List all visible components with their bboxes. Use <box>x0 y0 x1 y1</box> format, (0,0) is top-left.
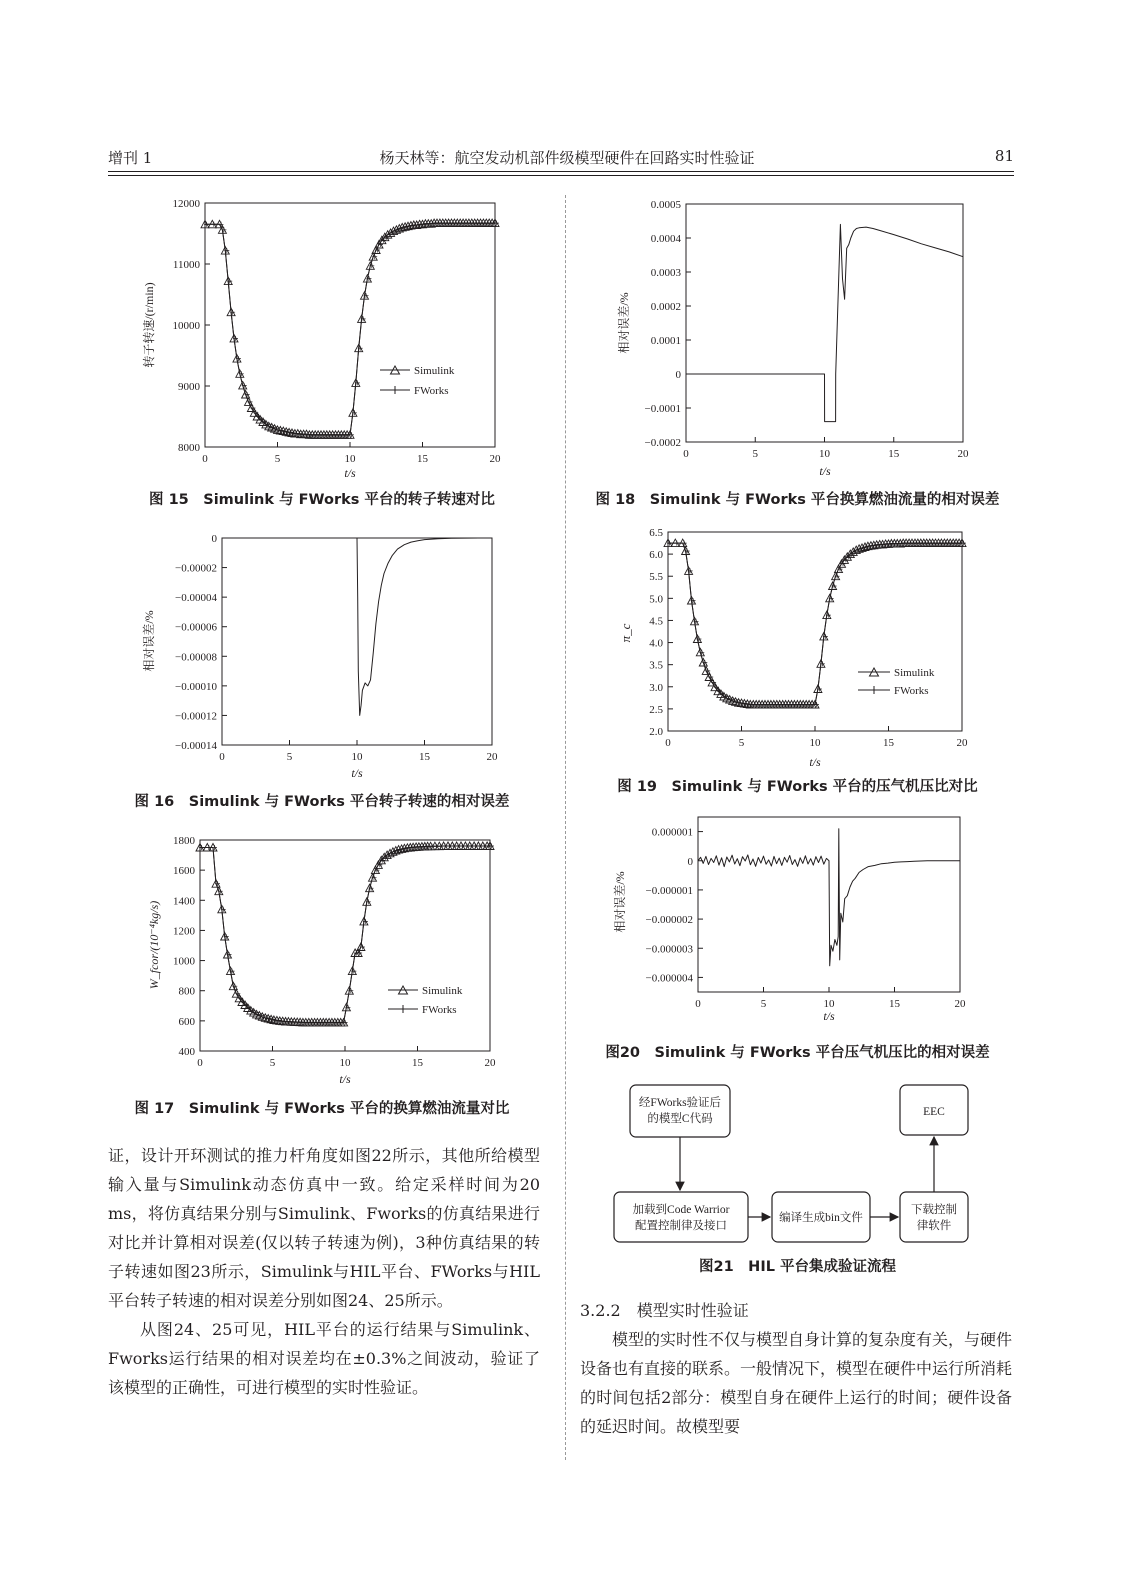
fig18-ytick-label: −0.0001 <box>644 403 681 415</box>
fig18-xlabel: t/s <box>819 464 831 478</box>
fig18-ytick-label: 0.0003 <box>650 267 681 279</box>
fig18-xtick-label: 10 <box>819 448 830 460</box>
flow-box-download <box>900 1192 968 1242</box>
fig18-series-line-line <box>686 224 963 421</box>
flow-box-model-c-code-line1: 经FWorks验证后 <box>638 1097 722 1109</box>
fig17-legend-fworks: FWorks <box>422 1004 457 1016</box>
fig16-ytick-label: −0.00012 <box>175 710 217 723</box>
flow-box-load-code-warrior <box>614 1192 748 1242</box>
fig15-chart <box>140 195 510 485</box>
fig19-ytick-label: 3.0 <box>649 681 663 694</box>
fig16-xtick-label: 15 <box>419 751 430 763</box>
fig18-ytick-label: 0.0001 <box>650 335 681 347</box>
fig20-xtick-label: 5 <box>760 998 767 1010</box>
fig15-xlabel: t/s <box>344 466 356 480</box>
fig16-xtick-label: 5 <box>286 751 293 763</box>
fig18-chart <box>600 195 985 480</box>
fig20-series-line-line <box>698 829 960 966</box>
fig17-chart <box>140 825 510 1090</box>
fig19-ytick-label: 4.5 <box>649 615 663 628</box>
flow-box-download-line2: 律软件 <box>916 1220 952 1232</box>
fig16-caption: 图 16 Simulink 与 FWorks 平台转子转速的相对误差 <box>134 794 510 810</box>
fig17-ytick-label: 1600 <box>173 865 195 878</box>
fig19-ytick-label: 5.5 <box>649 571 663 584</box>
fig17-ytick-label: 800 <box>178 985 195 998</box>
fig15-xtick-label: 0 <box>202 453 208 465</box>
fig17-ylabel: W_fcor/(10⁻⁴kg/s) <box>147 900 161 990</box>
fig17-caption: 图 17 Simulink 与 FWorks 平台的换算燃油流量对比 <box>134 1101 510 1117</box>
fig19-xtick-label: 10 <box>809 737 821 749</box>
fig16-xtick-label: 20 <box>486 751 498 763</box>
fig17-plot-frame <box>200 840 490 1051</box>
fig18-ylabel: 相对误差/% <box>617 292 631 354</box>
fig20-ylabel: 相对误差/% <box>613 871 627 933</box>
fig16-chart <box>140 525 510 785</box>
fig18-xtick-label: 20 <box>957 448 969 460</box>
fig19-ytick-label: 2.0 <box>649 726 663 738</box>
right-column-text <box>580 1325 1012 1441</box>
left-paragraph-2: 从图24、25可见，HIL平台的运行结果与Simulink、Fworks运行结果的相对误差均在±0.3%之间波动，验证了该模型的正确性，可进行模型的实时性验证。 <box>108 1320 540 1397</box>
fig17-xtick-label: 5 <box>269 1057 276 1069</box>
fig20-caption: 图20 Simulink 与 FWorks 平台压气机压比的相对误差 <box>605 1045 990 1061</box>
fig18-xtick-label: 15 <box>888 448 900 460</box>
header-rule-thin <box>108 175 1014 176</box>
fig20-ytick-label: 0 <box>687 855 693 868</box>
flow-box-model-c-code <box>630 1085 730 1137</box>
fig15-legend <box>380 365 455 397</box>
fig16-xtick-label: 10 <box>351 751 363 763</box>
fig20-ytick-label: 0.000001 <box>651 826 693 839</box>
column-divider <box>565 195 566 1460</box>
fig20-chart <box>600 812 985 1024</box>
fig20-xtick-label: 15 <box>889 998 900 1010</box>
fig17-ytick-label: 1000 <box>173 955 195 968</box>
fig16-ytick-label: −0.00010 <box>175 680 217 693</box>
fig19-caption: 图 19 Simulink 与 FWorks 平台的压气机压比对比 <box>617 779 978 795</box>
fig18-ytick-label: 0 <box>675 369 681 381</box>
flow-box-model-c-code-line2: 的模型C代码 <box>647 1113 713 1125</box>
fig21-caption: 图21 HIL 平台集成验证流程 <box>699 1259 896 1275</box>
fig19-xtick-label: 20 <box>956 737 968 749</box>
fig17-xlabel: t/s <box>339 1072 351 1086</box>
fig19-xtick-label: 5 <box>738 737 745 749</box>
fig20-xtick-label: 10 <box>823 998 835 1010</box>
fig17-xtick-label: 15 <box>412 1057 423 1069</box>
fig20-ytick-label: −0.000004 <box>645 972 693 985</box>
fig15-plot-frame <box>205 203 495 447</box>
fig15-ylabel: 转子转速/(r/min) <box>142 282 156 368</box>
fig15-xtick-label: 20 <box>489 453 501 465</box>
flow-box-load-code-warrior-line1: 加载到Code Warrior <box>632 1204 730 1216</box>
fig15-ytick-label: 8000 <box>178 442 200 454</box>
fig19-ytick-label: 5.0 <box>649 593 663 606</box>
fig15-xtick-label: 5 <box>274 453 281 465</box>
fig18-caption: 图 18 Simulink 与 FWorks 平台换算燃油流量的相对误差 <box>595 492 1000 508</box>
fig17-xtick-label: 0 <box>197 1057 203 1069</box>
fig19-legend <box>858 667 935 697</box>
page-number: 81 <box>994 147 1014 165</box>
fig19-xtick-label: 15 <box>883 737 894 749</box>
fig20-xtick-label: 20 <box>954 998 966 1010</box>
fig19-xlabel: t/s <box>809 755 821 769</box>
fig17-ytick-label: 1800 <box>173 835 195 847</box>
fig20-ytick-label: −0.000003 <box>645 943 693 956</box>
fig18-xtick-label: 0 <box>683 448 689 460</box>
fig19-legend-fworks: FWorks <box>894 685 929 697</box>
fig15-ytick-label: 12000 <box>172 198 200 210</box>
fig16-ytick-label: 0 <box>211 533 217 545</box>
running-title: 杨天林等：航空发动机部件级模型硬件在回路实时性验证 <box>379 149 755 167</box>
left-column-text <box>108 1141 540 1402</box>
fig16-xtick-label: 0 <box>219 751 225 763</box>
journal-issue: 增刊 1 <box>108 149 153 167</box>
fig17-legend-simulink: Simulink <box>422 985 463 997</box>
fig17-ytick-label: 1200 <box>173 925 195 938</box>
fig19-ytick-label: 6.5 <box>649 527 663 539</box>
fig15-legend-simulink: Simulink <box>414 365 455 377</box>
fig16-ytick-label: −0.00006 <box>175 621 217 634</box>
section-heading: 3.2.2 模型实时性验证 <box>580 1301 749 1320</box>
fig18-ytick-label: 0.0005 <box>650 199 681 211</box>
fig20-ytick-label: −0.000002 <box>645 914 693 927</box>
fig15-ytick-label: 9000 <box>178 381 200 393</box>
fig19-xtick-label: 0 <box>665 737 671 749</box>
left-paragraph-1: 证，设计开环测试的推力杆角度如图22所示，其他所给模型输入量与Simulink动态仿真中一致。给定采样时间为20 ms，将仿真结果分别与Simulink、Fworks的仿真结果进行对比并计算相对误差(仅以转子转速为例)，3种仿真结果的转子转速如图23所示，Simulink与HIL平台、FWorks与HIL平台转子转速的相对误差分别如图24、25所示。 <box>108 1146 540 1310</box>
fig15-xtick-label: 15 <box>417 453 428 465</box>
fig16-ytick-label: −0.00014 <box>175 740 217 752</box>
fig18-xtick-label: 5 <box>752 448 758 460</box>
fig15-caption: 图 15 Simulink 与 FWorks 平台的转子转速对比 <box>149 492 495 508</box>
fig19-chart <box>600 525 985 770</box>
fig19-ytick-label: 2.5 <box>649 703 663 716</box>
fig16-ylabel: 相对误差/% <box>142 610 156 672</box>
fig19-ytick-label: 4.0 <box>649 637 663 650</box>
fig18-ytick-label: 0.0004 <box>650 233 681 245</box>
fig15-ytick-label: 11000 <box>172 259 200 271</box>
flow-box-eec-label: EEC <box>923 1106 945 1118</box>
fig17-xtick-label: 10 <box>339 1057 351 1069</box>
fig17-ytick-label: 400 <box>178 1046 195 1058</box>
fig18-ytick-label: 0.0002 <box>650 301 681 313</box>
fig19-legend-simulink: Simulink <box>894 667 935 679</box>
fig17-ytick-label: 600 <box>178 1015 195 1028</box>
flow-box-download-line1: 下载控制 <box>911 1204 957 1216</box>
fig17-legend <box>388 985 463 1016</box>
fig19-ytick-label: 3.5 <box>649 659 663 672</box>
fig15-series-fworks-line <box>205 223 495 435</box>
fig18-ytick-label: −0.0002 <box>644 437 681 449</box>
fig17-xtick-label: 20 <box>484 1057 496 1069</box>
flow-box-load-code-warrior-line2: 配置控制律及接口 <box>635 1220 727 1232</box>
fig19-ytick-label: 6.0 <box>649 549 663 562</box>
fig21-flowchart <box>600 1075 1000 1253</box>
fig16-series-line-line <box>222 538 492 715</box>
fig15-legend-fworks: FWorks <box>414 385 449 397</box>
fig16-ytick-label: −0.00004 <box>175 592 217 605</box>
fig16-ytick-label: −0.00008 <box>175 651 217 664</box>
flow-box-compile-bin-label: 编译生成bin文件 <box>779 1212 863 1224</box>
fig20-ytick-label: −0.000001 <box>645 884 693 897</box>
right-paragraph-1: 模型的实时性不仅与模型自身计算的复杂度有关，与硬件设备也有直接的联系。一般情况下，模型在硬件中运行所消耗的时间包括2部分：模型自身在硬件上运行的时间；硬件设备的延迟时间。故模型要 <box>580 1330 1013 1436</box>
fig15-xtick-label: 10 <box>344 453 356 465</box>
fig17-ytick-label: 1400 <box>173 895 195 908</box>
fig20-xtick-label: 0 <box>695 998 701 1010</box>
fig20-xlabel: t/s <box>823 1009 835 1023</box>
fig19-ylabel: π_c <box>618 623 633 643</box>
fig16-xlabel: t/s <box>351 766 363 780</box>
header-rule <box>108 171 1014 172</box>
fig15-ytick-label: 10000 <box>172 320 200 332</box>
fig16-ytick-label: −0.00002 <box>175 562 217 575</box>
